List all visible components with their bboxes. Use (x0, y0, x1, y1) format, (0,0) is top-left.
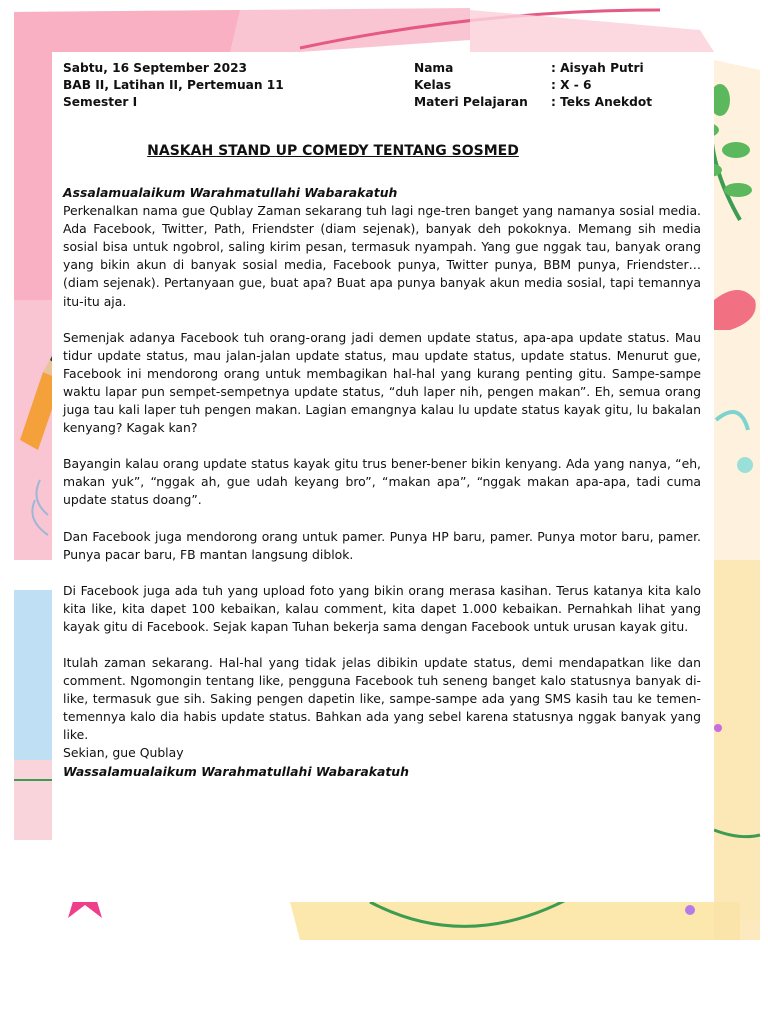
subject-value: : Teks Anekdot (551, 95, 653, 109)
document-header (63, 60, 673, 111)
paragraph: Semenjak adanya Facebook tuh orang-orang jadi demen update status, apa-apa update status. Mau tidur update status, mau jalan-jalan update status, mau update status, update status. Menurut gue, Facebook ini mendorong orang untuk membagikan hal-hal yang kurang penting gitu. Sampe-sampe waktu lapar pun sempet-sempetnya update status, “duh laper nih, pengen makan”. Eh, semua orang juga tau kali laper tuh pengen makan. Lagian emangnya kalau lu update status kayak gitu, lu bakalan kenyang? Kagak kan? (63, 329, 701, 436)
header-date: Sabtu, 16 September 2023 (63, 61, 248, 75)
document-body (63, 184, 701, 781)
paragraph: Bayangin kalau orang update status kayak gitu trus bener-bener bikin kenyang. Ada yang nanya, “eh, makan yuk”, “nggak ah, gue udah keyang bro”, “makan apa”, “nggak makan apa-apa, tadi cuma update status doang”. (63, 456, 701, 508)
paragraph: Dan Facebook juga mendorong orang untuk pamer. Punya HP baru, pamer. Punya motor baru, pamer. Punya pacar baru, FB mantan langsung diblok. (63, 528, 701, 562)
greeting: Assalamualaikum Warahmatullahi Wabarakatuh (63, 185, 398, 200)
farewell: Wassalamualaikum Warahmatullahi Wabarakatuh (63, 763, 409, 779)
document-title: NASKAH STAND UP COMEDY TENTANG SOSMED (147, 143, 519, 159)
class-label: Kelas (414, 78, 452, 92)
name-label: Nama (414, 61, 454, 75)
header-semester: Semester I (63, 95, 138, 109)
header-chapter: BAB II, Latihan II, Pertemuan 11 (63, 78, 284, 92)
subject-label: Materi Pelajaran (414, 95, 528, 109)
paragraph: Itulah zaman sekarang. Hal-hal yang tidak jelas dibikin update status, demi mendapatkan like dan comment. Ngomongin tentang like, pengguna Facebook tuh seneng banget kalo statusnya banyak di-like, termasuk gue sih. Saking pengen dapetin like, sampe-sampe ada yang SMS kasih tau ke temen-temennya kalo dia habis update status. Bahkan ada yang sebel karena statusnya nggak banyak yang like. (63, 654, 701, 743)
name-value: : Aisyah Putri (551, 61, 644, 75)
class-value: : X - 6 (551, 78, 592, 92)
closing-line: Sekian, gue Qublay (63, 745, 184, 761)
paragraph: Di Facebook juga ada tuh yang upload foto yang bikin orang merasa kasihan. Terus katanya kita kalo kita like, kita dapet 100 kebaikan, kalau comment, kita dapet 1.000 kebaikan. Pernahkah lihat yang kayak gitu di Facebook. Sejak kapan Tuhan bekerja sama dengan Facebook untuk urusan kayak gitu. (63, 582, 701, 634)
paragraph: Perkenalkan nama gue Qublay Zaman sekarang tuh lagi nge-tren banget yang namanya sosial media. Ada Facebook, Twitter, Path, Friendster (diam sejenak), banyak deh pokoknya. Memang sih media sosial bisa untuk ngobrol, saling kirim pesan, termasuk nyampah. Yang gue nggak tau, banyak orang yang bikin akun di banyak sosial media, Facebook punya, Twitter punya, BBM punya, Friendster… (diam sejenak). Pertanyaan gue, buat apa? Buat apa punya banyak akun media sosial, tapi temannya itu-itu aja. (63, 203, 701, 309)
